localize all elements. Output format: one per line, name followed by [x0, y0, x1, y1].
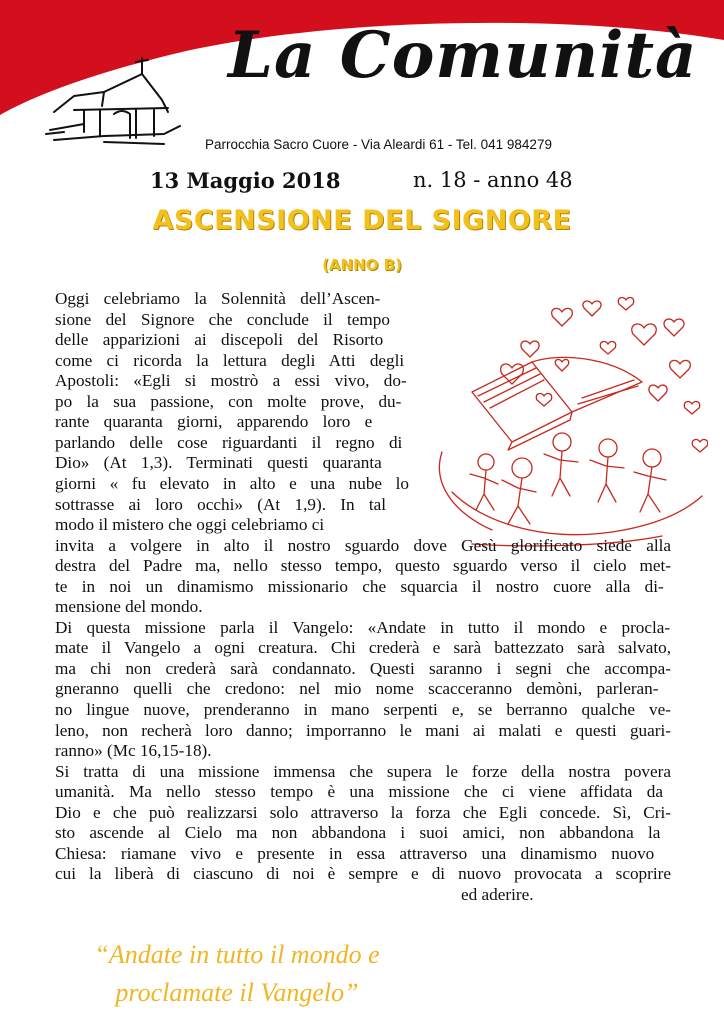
article-line: Dio e che può realizzarsi solo attraverso la forza che Egli concede. Sì, Cri-	[55, 802, 671, 822]
article-line: sione del Signore che conclude il tempo	[55, 309, 390, 329]
article-line: umanità. Ma nello stesso tempo è una missione che ci viene affidata da	[55, 782, 663, 802]
quote-line-2: proclamate il Vangelo”	[115, 978, 359, 1007]
quote-line-1: “Andate in tutto il mondo e	[94, 940, 380, 969]
article-line: modo il mistero che oggi celebriamo ci	[55, 515, 325, 535]
article-line: come ci ricorda la lettura degli Atti degli	[55, 350, 405, 370]
article-line: ranno» (Mc 16,15-18).	[55, 741, 212, 761]
article-line: Dio» (At 1,3). Terminati questi quaranta	[55, 453, 382, 473]
article-line: ma chi non crederà sarà condannato. Questi saranno i segni che accompa-	[55, 658, 671, 678]
article-line: mensione del mondo.	[55, 597, 203, 617]
article-line: invita a volgere in alto il nostro sguardo dove Gesù glorificato siede alla	[55, 535, 671, 555]
article-line: Chiesa: riamane vivo e presente in essa attraverso una dinamismo nuovo	[55, 843, 655, 863]
article-line: rante quaranta giorni, apparendo loro e	[55, 412, 373, 432]
article-line: mate il Vangelo a ogni creatura. Chi crederà e sarà battezzato sarà salvato,	[55, 638, 671, 658]
article-line: cui la liberà di ciascuno di noi è sempre e di nuovo provocata a scoprire	[55, 864, 671, 884]
article-line: Apostoli: «Egli si mostrò a essi vivo, do-	[55, 371, 407, 391]
issue-date: 13 Maggio 2018	[150, 168, 341, 193]
article-line: sottrasse ai loro occhi» (At 1,9). In tal	[55, 494, 387, 514]
article-line: po la sua passione, con molte prove, du-	[55, 391, 402, 411]
article-line: sto ascende al Cielo ma non abbandona i suoi amici, non abbandona la	[55, 823, 661, 843]
article-line: ed aderire.	[461, 884, 534, 904]
article-line: Si tratta di una missione immensa che supera le forze della nostra povera	[55, 761, 671, 781]
issue-number: n. 18 - anno 48	[413, 168, 573, 192]
article-line: gneranno quelli che credono: nel mio nome scacceranno demòni, parleran-	[55, 679, 659, 699]
article-line: delle apparizioni ai discepoli del Risorto	[55, 330, 384, 350]
article-line: no lingue nuove, prenderanno in mano serpenti e, se berranno qualche ve-	[55, 700, 671, 719]
article-line: parlando delle cose riguardanti il regno di	[55, 432, 403, 452]
masthead-title: La Comunità	[228, 18, 698, 93]
article-line: Di questa missione parla il Vangelo: «Andate in tutto il mondo e procla-	[55, 617, 671, 637]
parish-info: Parrocchia Sacro Cuore - Via Aleardi 61 - Tel. 041 984279	[205, 137, 552, 152]
article-line: leno, non recherà loro danno; imporranno le mani ai malati e questi guari-	[55, 720, 671, 740]
book-hearts-illustration	[412, 292, 708, 548]
article-line: giorni « fu elevato in alto e una nube lo	[55, 473, 409, 493]
article-line: te in noi un dinamismo missionario che squarcia il nostro cuore alla di-	[55, 576, 664, 596]
article-line: Oggi celebriamo la Solennità dell’Ascen-	[55, 289, 381, 308]
article-subtitle: (ANNO B)	[322, 256, 402, 274]
article-title: ASCENSIONE DEL SIGNORE	[152, 205, 572, 236]
church-logo-icon	[44, 52, 184, 148]
article-line: destra del Padre ma, nello stesso tempo, questo sguardo verso il cielo met-	[55, 556, 671, 576]
